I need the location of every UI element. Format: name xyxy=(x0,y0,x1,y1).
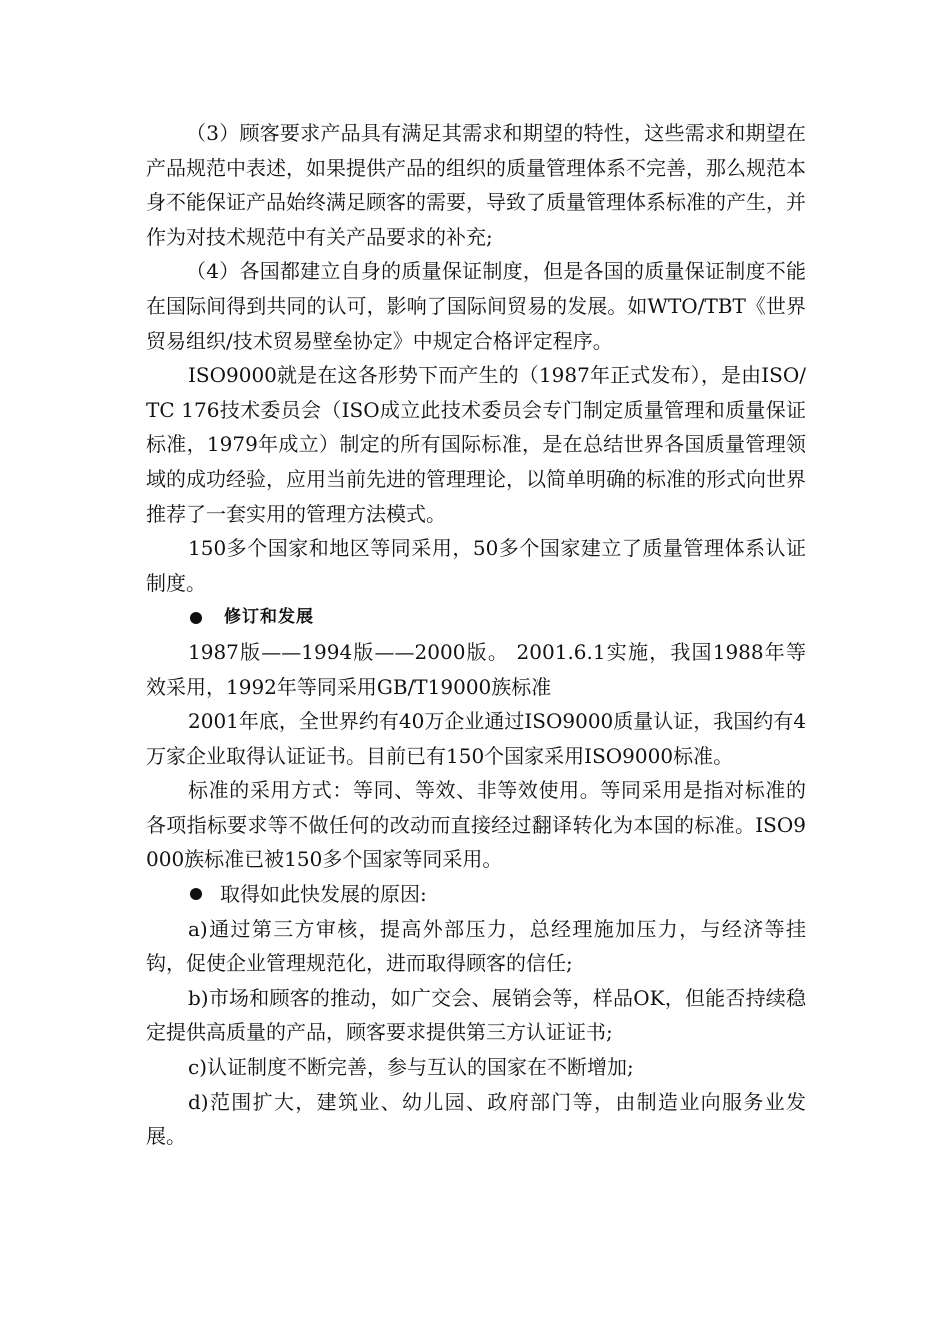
bullet-icon xyxy=(190,888,202,900)
list-item-reason-d: d)范围扩大，建筑业、幼儿园、政府部门等，由制造业向服务业发展。 xyxy=(146,1089,806,1149)
paragraph-customer-requirements: （3）顾客要求产品具有满足其需求和期望的特性，这些需求和期望在产品规范中表述，如果提供产品的组织的质量管理体系不完善，那么规范本身不能保证产品始终满足顾客的需要，导致了质量管理体系标准的产生，并作为对技术规范中有关产品要求的补充; xyxy=(146,121,806,249)
section-heading-revision xyxy=(146,600,806,635)
list-item-reason-b: b)市场和顾客的推动，如广交会、展销会等，样品OK，但能否持续稳定提供高质量的产品，顾客要求提供第三方认证证书; xyxy=(146,985,806,1045)
list-item-reason-c: c)认证制度不断完善，参与互认的国家在不断增加; xyxy=(188,1055,634,1080)
paragraph-certification-stats: 2001年底，全世界约有40万企业通过ISO9000质量认证，我国约有4万家企业取得认证证书。目前已有150个国家采用ISO9000标准。 xyxy=(146,709,806,768)
paragraph-iso9000-origin: ISO9000就是在这各形势下而产生的（1987年正式发布），是由ISO/TC 176技术委员会（ISO成立此技术委员会专门制定质量管理和质量保证标准，1979年成立）制定的所有国际标准，是在总结世界各国质量管理领域的成功经验，应用当前先进的管理理论，以简单明确的标准的形式向世界推荐了一套实用的管理方法模式。 xyxy=(146,363,806,526)
paragraph-adoption-count: 150多个国家和地区等同采用，50多个国家建立了质量管理体系认证制度。 xyxy=(146,536,806,595)
bullet-icon xyxy=(190,612,202,624)
section-heading-reasons xyxy=(146,877,806,912)
section-heading-label: 取得如此快发展的原因: xyxy=(220,882,427,907)
section-heading-label: 修订和发展 xyxy=(224,607,314,628)
document-body xyxy=(146,116,806,1154)
paragraph-adoption-methods: 标准的采用方式：等同、等效、非等效使用。等同采用是指对标准的各项指标要求等不做任何的改动而直接经过翻译转化为本国的标准。ISO9000族标准已被150多个国家等同采用。 xyxy=(146,778,806,872)
paragraph-quality-assurance-systems: （4）各国都建立自身的质量保证制度，但是各国的质量保证制度不能在国际间得到共同的认可，影响了国际间贸易的发展。如WTO/TBT《世界贸易组织/技术贸易壁垒协定》中规定合格评定程序。 xyxy=(146,259,806,353)
paragraph-version-history: 1987版——1994版——2000版。 2001.6.1实施，我国1988年等效采用，1992年等同采用GB/T19000族标准 xyxy=(146,639,806,699)
list-item-reason-a: a)通过第三方审核，提高外部压力，总经理施加压力，与经济等挂钩，促使企业管理规范化，进而取得顾客的信任; xyxy=(146,916,806,976)
